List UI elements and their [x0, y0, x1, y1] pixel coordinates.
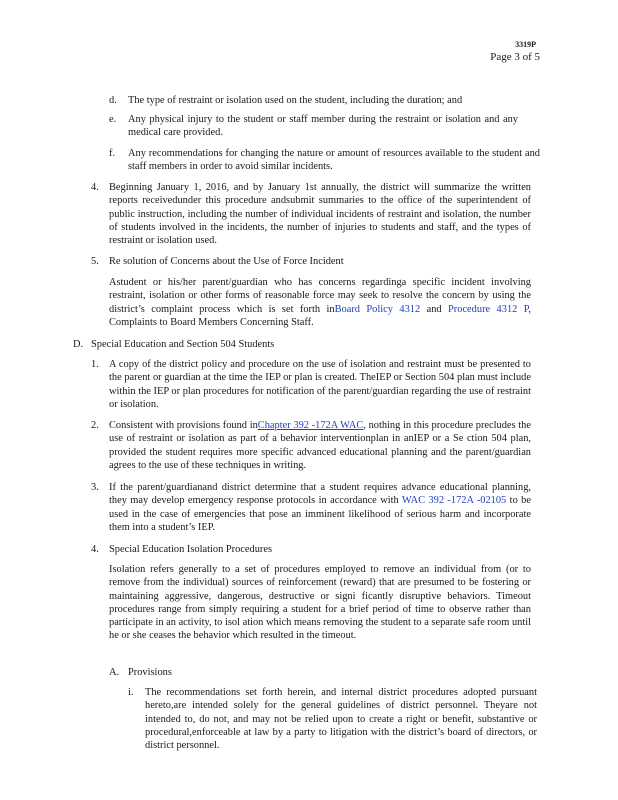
item-f-marker: f. [109, 148, 116, 159]
item-5-text-after: , Complaints to Board Members Concerning Staff. [109, 303, 531, 328]
d-item-2-text [109, 419, 531, 472]
procedure-link[interactable]: Procedure 4312 P [448, 303, 529, 315]
d-item-3-text-before: If the parent/guardianand district determine that a student requires advance educational planning, they may develop emergency response protocols in accordance with [109, 482, 531, 507]
item-5-text-mid: and [420, 303, 449, 315]
board-policy-link[interactable]: Board Policy 4312 [334, 303, 421, 315]
provision-i-marker: i. [128, 687, 134, 698]
d-item-1-text [109, 358, 531, 411]
item-5-marker: 5. [91, 256, 99, 267]
item-d-marker: d. [109, 95, 117, 106]
d-item-2-paragraph [109, 419, 531, 472]
item-4-paragraph: Beginning January 1, 2016, and by January 1st annually, the district will summarize the written reports receivedunder this procedure andsubmit summaries to the office of the superintendent of public instruction, including the number of individual incidents of restraint and isolation, the number of students involved in the incidents, the number of injuries to students and staff, and the types of restraint or isolation used. [109, 182, 531, 247]
provision-i-text [145, 686, 537, 752]
item-d-paragraph: The type of restraint or isolation used on the student, including the duration; and [128, 95, 463, 106]
policy-code: 3319P [515, 40, 536, 49]
item-4-marker: 4. [91, 182, 99, 193]
d-item-3-text [109, 481, 531, 534]
d-item-4-heading: Special Education Isolation Procedures [109, 544, 273, 555]
item-5-text [109, 276, 531, 329]
d-item-3-text-after: to be used in the case of emergencies that pose an imminent likelihood of serious harm and incorporate them into a student’s IEP. [109, 495, 531, 533]
item-5-heading: Re solution of Concerns about the Use of Force Incident [109, 256, 344, 267]
item-4-text [109, 181, 531, 247]
item-5-paragraph [109, 276, 531, 329]
item-e-text [128, 113, 518, 140]
d-item-1-paragraph: A copy of the district policy and procedure on the use of isolation and restraint must be presented to the parent or guardian at the time the IEP or plan is created. TheIEP or Section 504 plan must include within the IEP or plan procedures for notification of the parent/guardian regarding the use of restraint or isolation. [109, 359, 531, 410]
provision-i-paragraph: The recommendations set forth herein, and internal district procedures adopted pursuant hereto,are intended solely for the general guidelines of district personnel. Theyare not intended to, do not, and may not be relied upon to create a right or benefit, substantive or procedural,enforceable at law by a party to litigation with the district’s board of directors, or district personnel. [145, 687, 537, 752]
d-item-4-paragraph: Isolation refers generally to a set of procedures employed to remove an individual from (or to remove from the individual) sources of reinforcement (reward) that are presumed to be fostering or maintaining aggressive, dangerous, destructive or signi ficantly disruptive behaviors. Timeout procedures range from simply requiring a student for a brief period of time to observe rather than participate in an activity, to isol ation which means removing the student to a separate safe room until he or she ceases the behavior which resulted in the timeout. [109, 564, 531, 642]
d-item-4-marker: 4. [91, 544, 99, 555]
item-f-text [128, 147, 540, 174]
section-d-heading: Special Education and Section 504 Students [91, 339, 275, 350]
d-item-3-paragraph [109, 481, 531, 534]
item-f-paragraph: Any recommendations for changing the nature or amount of resources available to the student and staff members in order to avoid similar incidents. [128, 148, 540, 173]
d-item-1-marker: 1. [91, 359, 99, 370]
item-e-paragraph: Any physical injury to the student or staff member during the restraint or isolation and any medical care provided. [128, 114, 518, 139]
item-5-text-before: Astudent or his/her parent/guardian who has concerns regardinga specific incident involving restraint, isolation or other forms of reasonable force may seek to resolve the concern by using the district’s complaint process which is set forth in [109, 277, 531, 315]
item-e-marker: e. [109, 114, 117, 125]
wac-392-link[interactable]: WAC 392 -172A -02105 [401, 495, 507, 507]
item-d-text [128, 94, 512, 107]
chapter-wac-link[interactable]: Chapter 392 -172A WAC [257, 420, 364, 431]
section-d-marker: D. [73, 339, 84, 350]
d-item-2-text-after: , nothing in this procedure precludes the use of restraint or isolation as part of a behavior interventionplan in anIEP or a Se ction 504 plan, provided the student requires more specific advanced educational planning and the parent/guardian agrees to the use of these techniques in writing. [109, 420, 531, 471]
page-number: Page 3 of 5 [490, 51, 540, 63]
d-item-2-text-before: Consistent with provisions found in [109, 420, 258, 431]
d-item-4-text [109, 563, 531, 643]
d-item-3-marker: 3. [91, 482, 99, 493]
provisions-heading: Provisions [128, 667, 172, 678]
d-item-2-marker: 2. [91, 420, 99, 431]
provisions-marker: A. [109, 667, 120, 678]
